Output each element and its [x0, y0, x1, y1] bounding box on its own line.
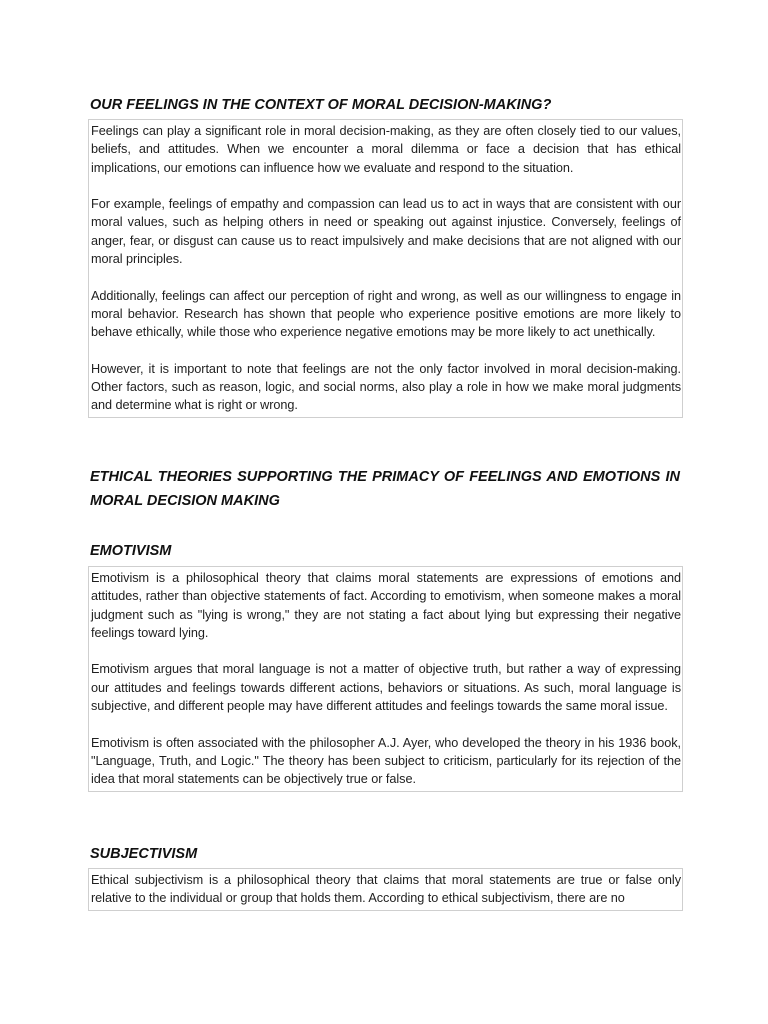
- paragraph: However, it is important to note that feelings are not the only factor involved in moral decision-making. Other factors, such as reason, logic, and social norms, also play a role in how we make moral judgments and determine what is right or wrong.: [91, 361, 681, 413]
- paragraph: Feelings can play a significant role in moral decision-making, as they are often closely tied to our values, beliefs, and attitudes. When we encounter a moral dilemma or face a decision that has ethical implications, our emotions can influence how we evaluate and respond to the situation.: [91, 124, 681, 175]
- section-heading-subjectivism: SUBJECTIVISM: [90, 846, 198, 862]
- text-box-emotivism: [88, 566, 683, 792]
- paragraph: Ethical subjectivism is a philosophical theory that claims that moral statements are true or false only relative to the individual or group that holds them. According to ethical subjectivism, there are no: [91, 873, 681, 906]
- paragraph: Emotivism is a philosophical theory that claims moral statements are expressions of emotions and attitudes, rather than objective statements of fact. According to emotivism, when someone makes a moral judgment such as "lying is wrong," they are not stating a fact about lying but expressing their negative feelings toward lying.: [91, 571, 681, 640]
- text-box-subjectivism: [88, 868, 683, 911]
- paragraph: Emotivism is often associated with the philosopher A.J. Ayer, who developed the theory in his 1936 book, "Language, Truth, and Logic." The theory has been subject to criticism, particularly for its rejection of the idea that moral statements can be objectively true or false.: [91, 735, 681, 787]
- paragraph: Additionally, feelings can affect our perception of right and wrong, as well as our willingness to engage in moral behavior. Research has shown that people who experience positive emotions are more likely to behave ethically, while those who experience negative emotions may be more likely to act unethically.: [91, 288, 681, 340]
- paragraph: For example, feelings of empathy and compassion can lead us to act in ways that are consistent with our moral values, such as helping others in need or speaking out against injustice. Conversely, feelings of anger, fear, or disgust can cause us to react impulsively and make decisions that are not aligned with our moral principles.: [91, 197, 681, 267]
- section-heading-ethical-theories: ETHICAL THEORIES SUPPORTING THE PRIMACY OF FEELINGS AND EMOTIONS IN MORAL DECISION MAKING: [90, 469, 680, 509]
- section-heading-feelings: OUR FEELINGS IN THE CONTEXT OF MORAL DECISION-MAKING?: [90, 97, 552, 113]
- section-heading-emotivism: EMOTIVISM: [90, 543, 172, 559]
- text-box-feelings: [88, 119, 683, 418]
- paragraph: Emotivism argues that moral language is not a matter of objective truth, but rather a way of expressing our attitudes and feelings towards different actions, behaviors or situations. As such, moral language is subjective, and different people may have different attitudes and feelings towards the same moral issue.: [91, 662, 681, 714]
